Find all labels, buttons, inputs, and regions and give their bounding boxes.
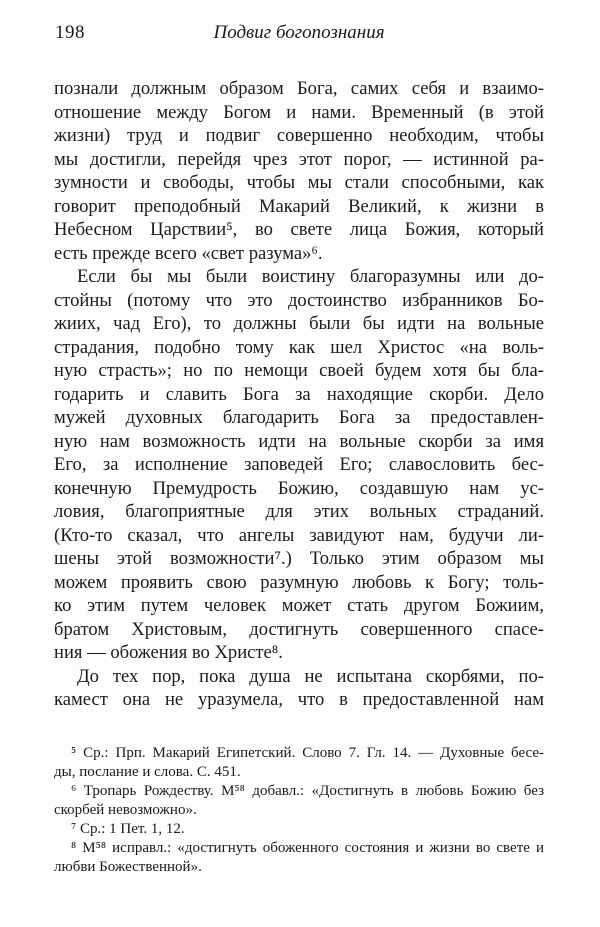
footnote [54,744,544,782]
text-line: (Кто-то сказал, что ангелы завидуют нам, будучи ли- [54,524,544,546]
text-line: шены этой возможности⁷.) Только этим образом мы [54,548,544,569]
text-line: конечную Премудрость Божию, создавшую нам ус- [54,477,544,499]
text-line: Небесном Царствии⁵, во свете лица Божия, который [54,219,544,240]
text-line: можем проявить свою разумную любовь к Богу; толь- [54,571,544,593]
paragraph [54,265,544,665]
text-line: отношение между Богом и нами. Временный (в этой [54,101,544,123]
text-line: жизни) труд и подвиг совершенно необходим, чтобы [54,125,544,146]
text-line: Если бы мы были воистину благоразумны или до- [77,266,544,287]
paragraph [54,77,544,265]
text-line: братом Христовым, достигнуть совершенного спасе- [54,618,544,640]
footnote-line: ⁷ Ср.: 1 Пет. 1, 12. [71,820,185,837]
page-header [54,22,544,46]
footnote-line: ⁶ Тропарь Рождеству. М⁵⁸ добавл.: «Достигнуть в любовь Божию без [71,782,544,799]
text-line: ную нам возможность идти на вольные скорби за имя [54,430,544,452]
page-number: 198 [55,22,85,43]
footnote-line: ⁸ М⁵⁸ исправл.: «достигнуть обоженного состояния и жизни во свете и [71,839,544,856]
text-line: мы достигли, перейдя чрез этот порог, — истинной ра- [54,148,544,170]
text-line: мужей духовных благодарить Бога за предоставлен- [54,407,544,428]
text-line: страдания, подобно тому как шел Христос «на воль- [54,336,544,358]
text-line: зумности и свободы, чтобы мы стали способными, как [54,172,544,193]
footnotes [54,744,544,877]
text-line: жиих, чад Его), то должны были бы идти на вольные [54,313,544,334]
footnote [54,782,544,820]
text-line: говорит преподобный Макарий Великий, к жизни в [54,195,544,217]
text-line: ния — обожения во Христе⁸. [54,642,283,663]
text-line: До тех пор, пока душа не испытана скорбями, по- [77,665,544,687]
text-line: стойны (потому что это достоинство избранников Бо- [54,289,544,311]
text-line: ловия, благоприятные для этих вольных страданий. [54,501,544,522]
footnote-line: ды, послание и слова. С. 451. [54,763,241,780]
footnote-line: ⁵ Ср.: Прп. Макарий Египетский. Слово 7. Гл. 14. — Духовные бесе- [71,744,544,761]
text-line: камест она не уразумела, что в предоставленной нам [54,689,544,710]
footnote [54,820,544,839]
text-line: познали должным образом Бога, самих себя и взаимо- [54,78,544,99]
footnote-line: скорбей невозможно». [54,801,197,818]
paragraph [54,665,544,712]
footnote [54,839,544,877]
text-line: ко этим путем человек может стать другом Божиим, [54,595,544,616]
body-text [54,77,544,712]
text-line: ную страсть»; но по немощи своей будем хотя бы бла- [54,360,544,381]
text-line: Его, за исполнение заповедей Его; славословить бес- [54,454,544,475]
footnote-line: любви Божественной». [54,858,202,875]
text-line: годарить и славить Бога за находящие скорби. Дело [54,383,544,405]
text-line: есть прежде всего «свет разума»⁶. [54,242,323,264]
running-title: Подвиг богопознания [213,22,385,43]
